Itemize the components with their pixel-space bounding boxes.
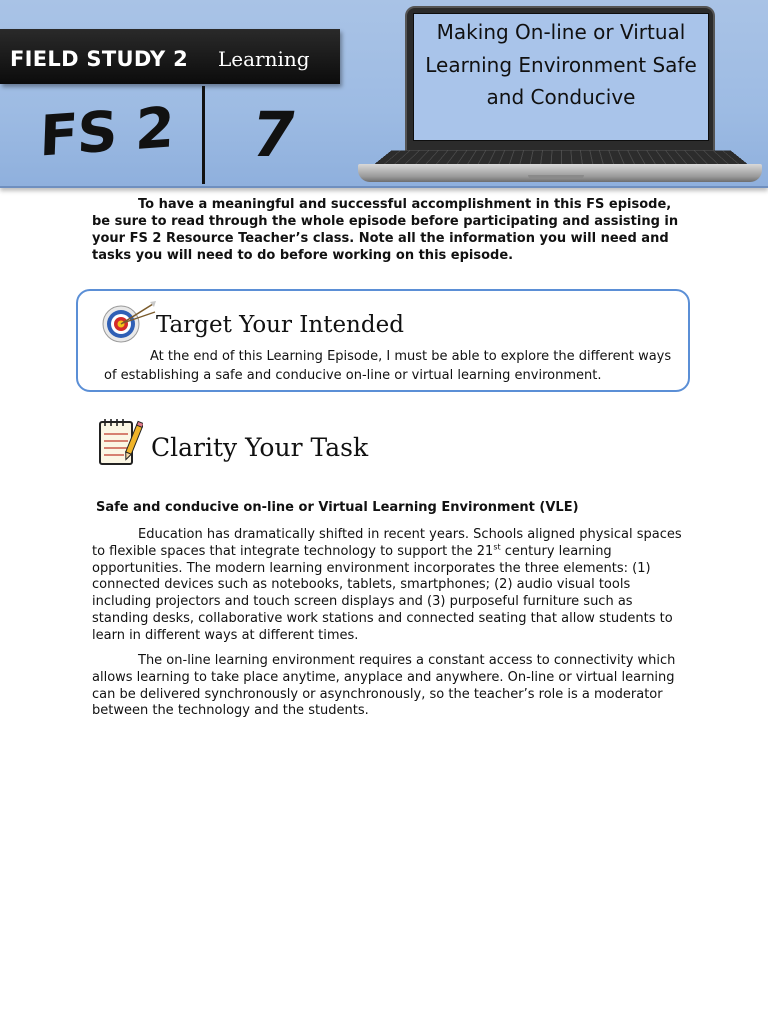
clarity-heading: Clarity Your Task <box>151 433 369 462</box>
body-paragraph-2: The on-line learning environment requires a constant access to connectivity which allows learning to take place anytime, anyplace and anywhere. On-line or virtual learning can be delivered synchronously or asynchronously, so the teacher’s role is a moderator between the technology and the students. <box>92 653 676 719</box>
subject-label: Learning <box>218 47 310 71</box>
paragraph-1-text-end: century learning opportunities. The modern learning environment incorporates the three elements: (1) connected devices such as notebooks, tablets, smartphones; (2) audio visual tools including projectors and touch screen displays and (3) purposeful furniture such as standing desks, collaborative work stations and connected seating that allow students to learn in different ways at different times. <box>92 543 673 643</box>
episode-number: 7 <box>245 98 302 171</box>
course-label: FIELD STUDY 2 <box>10 47 189 71</box>
section-title: Safe and conducive on-line or Virtual Learning Environment (VLE) <box>96 500 579 515</box>
target-heading: Target Your Intended <box>156 312 404 338</box>
episode-title: Making On-line or Virtual Learning Environment Safe and Conducive <box>425 20 697 109</box>
header-banner <box>0 0 768 188</box>
course-title-bar <box>0 29 340 84</box>
ordinal-superscript: st <box>493 542 501 552</box>
body-paragraph-1 <box>92 527 682 645</box>
paragraph-1-text-start: Education has dramatically shifted in recent years. Schools aligned physical spaces to flexible spaces that integrate technology to support the 21 <box>92 527 682 559</box>
target-text: At the end of this Learning Episode, I must be able to explore the different ways of establishing a safe and conducive on-line or virtual learning environment. <box>104 349 672 383</box>
target-icon <box>101 300 157 344</box>
notepad-icon <box>97 416 143 468</box>
laptop-base <box>358 164 762 182</box>
header-divider <box>202 86 205 184</box>
fs-code: FS 2 <box>38 95 175 170</box>
intro-paragraph: To have a meaningful and successful accomplishment in this FS episode, be sure to read through the whole episode before participating and assisting in your FS 2 Resource Teacher’s class. Note all the information you will need and tasks you will need to do before working on this episode. <box>92 197 679 263</box>
laptop-notch <box>528 175 584 179</box>
